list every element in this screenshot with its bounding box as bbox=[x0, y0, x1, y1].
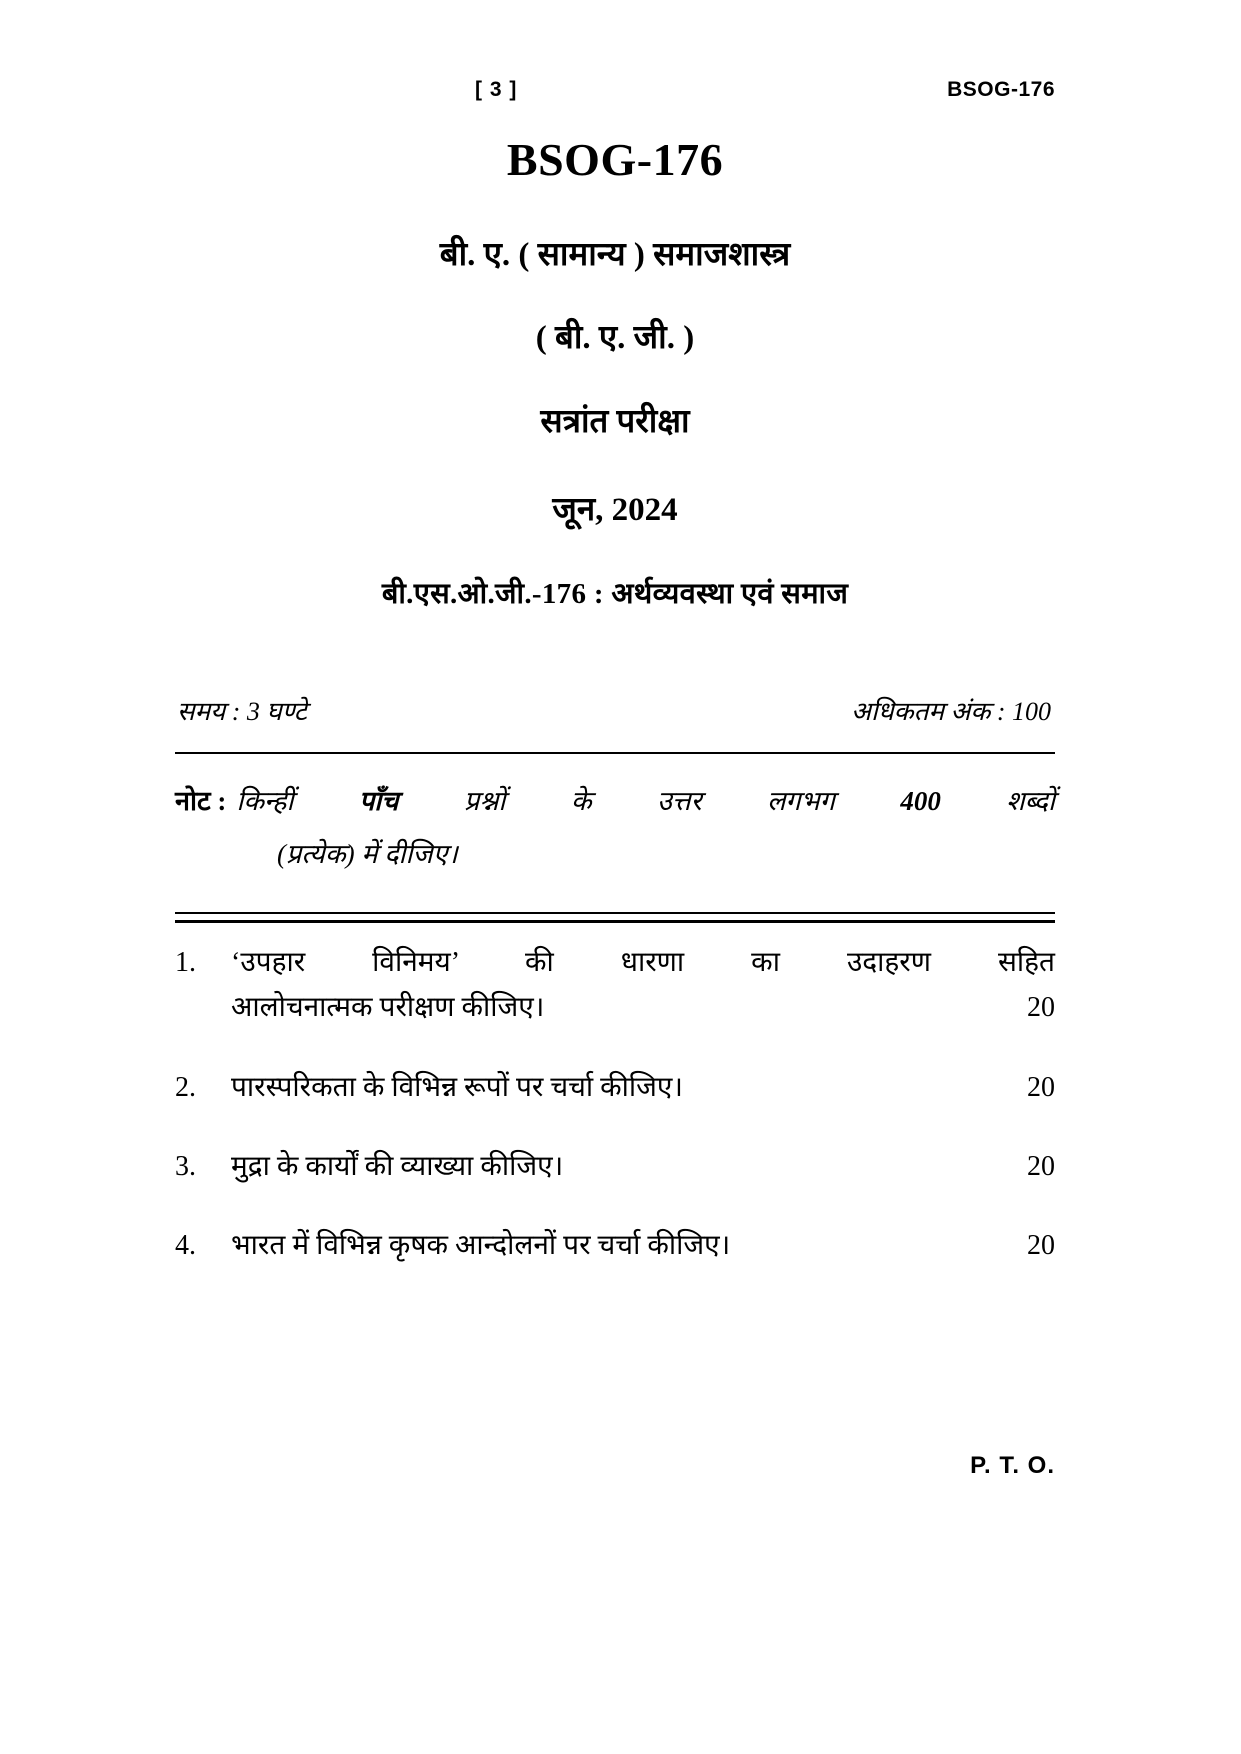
note-line-2: (प्रत्येक) में दीजिए। bbox=[277, 838, 458, 869]
question-text: मुद्रा के कार्यों की व्याख्या कीजिए। bbox=[231, 1151, 564, 1183]
question-number: 3. bbox=[175, 1151, 196, 1183]
questions-list bbox=[175, 940, 1055, 1303]
question-line bbox=[231, 1144, 1055, 1189]
note-text-3: शब्दों bbox=[940, 786, 1055, 816]
question-text: आलोचनात्मक परीक्षण कीजिए। bbox=[231, 992, 545, 1024]
question-line bbox=[231, 1223, 1055, 1268]
question-marks: 20 bbox=[1027, 992, 1055, 1024]
course-name: बी. ए. ( सामान्य ) समाजशास्त्र bbox=[439, 236, 791, 273]
question-item bbox=[175, 1144, 1055, 1189]
question-number: 2. bbox=[175, 1071, 196, 1103]
question-body bbox=[231, 1065, 1055, 1110]
divider-below-note bbox=[175, 912, 1055, 923]
note-text-2: प्रश्नों के उत्तर लगभग bbox=[398, 786, 901, 816]
note-emphasis-count: पाँच bbox=[358, 786, 399, 816]
note-body bbox=[236, 775, 1055, 828]
question-text: पारस्परिकता के विभिन्न रूपों पर चर्चा कीजिए। bbox=[231, 1071, 684, 1103]
question-marks: 20 bbox=[1027, 1071, 1055, 1103]
maximum-marks: अधिकतम अंक : 100 bbox=[851, 697, 1051, 726]
note-text-1: किन्हीं bbox=[236, 786, 359, 816]
note-emphasis-words: 400 bbox=[900, 786, 941, 816]
exam-meta-row bbox=[175, 692, 1055, 730]
question-number: 4. bbox=[175, 1230, 196, 1262]
exam-date: जून, 2024 bbox=[552, 492, 678, 529]
page-turn-over-label: P. T. O. bbox=[970, 1452, 1055, 1479]
question-body bbox=[231, 1223, 1055, 1268]
title-block bbox=[175, 135, 1055, 615]
programme-name: ( बी. ए. जी. ) bbox=[535, 320, 695, 357]
question-body bbox=[231, 1144, 1055, 1189]
question-body bbox=[231, 940, 1055, 1031]
question-text: भारत में विभिन्न कृषक आन्दोलनों पर चर्चा कीजिए। bbox=[231, 1230, 731, 1262]
header-course-code: BSOG-176 bbox=[947, 78, 1055, 101]
question-item bbox=[175, 1223, 1055, 1268]
question-line bbox=[231, 1065, 1055, 1110]
note-label: नोट : bbox=[175, 786, 227, 816]
question-item bbox=[175, 940, 1055, 1031]
instructions-note bbox=[175, 775, 1055, 880]
paper-title: बी.एस.ओ.जी.-176 : अर्थव्यवस्था एवं समाज bbox=[381, 577, 849, 610]
exam-duration: समय : 3 घण्टे bbox=[177, 697, 307, 726]
divider-above-note bbox=[175, 752, 1055, 754]
page-title: BSOG-176 bbox=[506, 134, 724, 185]
running-header bbox=[175, 78, 1055, 112]
question-item bbox=[175, 1065, 1055, 1110]
question-text: ‘उपहार विनिमय’ की धारणा का उदाहरण सहित bbox=[231, 947, 1055, 978]
page-number: [ 3 ] bbox=[475, 78, 518, 101]
question-line bbox=[231, 985, 1055, 1030]
question-number: 1. bbox=[175, 947, 196, 978]
question-line bbox=[231, 940, 1055, 985]
question-marks: 20 bbox=[1027, 1230, 1055, 1262]
question-marks: 20 bbox=[1027, 1151, 1055, 1183]
exam-type: सत्रांत परीक्षा bbox=[540, 404, 690, 441]
note-line-1 bbox=[175, 775, 1055, 828]
